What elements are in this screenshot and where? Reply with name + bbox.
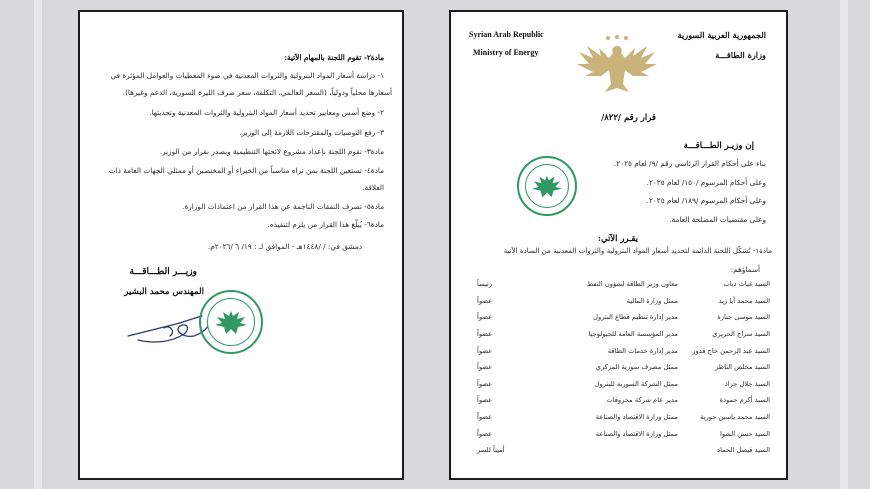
member-role: أميناً للسر	[477, 446, 505, 455]
article-4-cont: العلاقة.	[362, 183, 384, 192]
table-row	[477, 376, 770, 393]
stamp-emblem-icon	[214, 307, 248, 337]
member-title: ممثل الشركة السورية للبترول	[594, 379, 678, 388]
member-name: السيد مخلص الناظر	[715, 363, 770, 372]
member-name: السيد جلال جراد	[724, 379, 770, 388]
member-name: السيد محمد أبا زيد	[718, 296, 770, 305]
names-label: أسماؤهم:	[730, 265, 760, 274]
table-row	[477, 359, 770, 376]
date-line: دمشق في: / /١٤٤٨هـ - الموافق لـ : ١٩/ ٦ /٢٠٢٦م.	[207, 242, 362, 251]
member-title: مدير المؤسسة العامة للجيولوجيا	[588, 330, 678, 339]
member-title: ممثل وزارة الاقتصاد والصناعة	[595, 413, 678, 422]
signature-name: المهندس محمد البشير	[124, 287, 204, 297]
member-role: عضواً	[477, 346, 493, 355]
table-row	[477, 442, 770, 459]
member-title: مدير عام شركة محروقات	[606, 396, 678, 405]
table-row	[477, 326, 770, 343]
table-row	[477, 309, 770, 326]
member-role: عضواً	[477, 379, 493, 388]
member-role: عضواً	[477, 429, 493, 438]
member-name: السيد غياث دياب	[723, 280, 770, 289]
member-name: السيد محمد ياسين حورية	[700, 413, 770, 422]
member-title: ممثل وزارة الاقتصاد والصناعة	[595, 429, 678, 438]
table-row	[477, 342, 770, 359]
background-strip-left	[34, 0, 42, 489]
table-row	[477, 392, 770, 409]
article-2-item-1-cont: أسعارها محلياً ودولياً، (السعر العالمي، التكلفة، سعر صرف الليرة السورية، الدعم وغيرها).	[122, 88, 392, 97]
committee-members-table	[477, 276, 770, 459]
member-name: السيد حسن الشوا	[719, 429, 770, 438]
member-role: عضواً	[477, 296, 493, 305]
table-row	[477, 293, 770, 310]
document-page-first	[449, 10, 788, 480]
background-strip-right	[840, 0, 848, 489]
article-2-heading: مادة٢- تقوم اللجنة بالمهام الآتية:	[284, 53, 384, 62]
decides-heading: يقـرر الآتي:	[597, 233, 638, 243]
official-stamp	[517, 156, 577, 216]
member-name: السيد موسى جبارة	[717, 313, 770, 322]
document-page-second	[78, 10, 404, 480]
member-title: ممثل وزارة المالية	[626, 296, 678, 305]
member-title	[548, 442, 678, 459]
preamble-line-4: وعلى مقتضيات المصلحة العامة.	[669, 215, 766, 224]
header-ministry-en: Ministry of Energy	[473, 48, 539, 57]
article-4: مادة٤- تستعين اللجنة بمن تراه مناسباً من الخبراء أو المختصين أو ممثلي الجهات العامة ذات	[108, 166, 384, 175]
article-2-item-3: ٣- رفع التوصيات والمقترحات اللازمة إلى الوزير.	[239, 128, 384, 137]
article-2-item-1: ١- دراسة أسعار المواد البترولية والثروات المعدنية في ضوء المعطيات والعوامل المؤثرة في	[110, 71, 384, 80]
member-role: عضواً	[477, 363, 493, 372]
stamp-emblem-icon	[531, 172, 563, 200]
decision-number: قرار رقم /٨٢٢/	[601, 113, 656, 123]
table-row	[477, 425, 770, 442]
header-country-ar: الجمهورية العربية السورية	[677, 30, 766, 40]
member-name: السيد عبد الرحمن حاج قدور	[692, 346, 770, 355]
table-row	[477, 409, 770, 426]
member-name: السيد فيصل الحماد	[717, 446, 770, 455]
article-3: مادة٣- تقوم اللجنة بإعداد مشروع لائحتها التنظيمية ويصدر بقرار من الوزير.	[159, 147, 384, 156]
minister-heading: إن وزيـر الطـــاقـــة	[683, 141, 754, 151]
eagle-emblem-icon	[575, 34, 659, 94]
header-country-en: Syrian Arab Republic	[469, 30, 544, 39]
article-2-item-2: ٢- وضع أسس ومعايير تحديد أسعار المواد البترولية والثروات المعدنية وتحديثها.	[149, 108, 384, 117]
article-5: مادة٥- تصرف النفقات الناجمة عن هذا القرار من اعتمادات الوزارة.	[182, 202, 384, 211]
article-1: مادة١- تُشكّل اللجنة الدائمة لتحديد أسعار المواد البترولية والثروات المعدنية من السادة الآتية	[503, 246, 772, 255]
member-name: السيد أكرم حمودة	[719, 396, 770, 405]
table-row	[477, 276, 770, 293]
official-stamp	[199, 290, 263, 354]
preamble-line-1: بناء على أحكام القرار الرئاسي رقم /٩/ لعام ٢٠٢٥.	[613, 159, 766, 168]
article-6: مادة٦- يُبلّغ هذا القرار من يلزم لتنفيذه.	[267, 220, 384, 229]
member-title: مدير إدارة تنظيم قطاع البترول	[593, 313, 678, 322]
member-title: ممثل مصرف سورية المركزي	[595, 363, 678, 372]
member-role: رئيساً	[477, 280, 493, 289]
preamble-line-3: وعلى أحكام المرسوم /١٨٩/ لعام ٢٠٢٥.	[646, 196, 766, 205]
signature-title: وزيـــر الطـــاقـــة	[129, 267, 197, 277]
member-role: عضواً	[477, 313, 493, 322]
member-title: مدير إدارة خدمات الطاقة	[607, 346, 678, 355]
member-role: عضواً	[477, 330, 493, 339]
member-name: السيد سراج الحريري	[712, 330, 770, 339]
member-role: عضواً	[477, 396, 493, 405]
preamble-line-2: وعلى أحكام المرسوم /١٥٠/ لعام ٢٠٢٥.	[646, 178, 766, 187]
member-role: عضواً	[477, 413, 493, 422]
header-ministry-ar: وزارة الطاقـــة	[715, 50, 766, 60]
member-title: معاون وزير الطاقة لشؤون النفط	[587, 280, 678, 289]
